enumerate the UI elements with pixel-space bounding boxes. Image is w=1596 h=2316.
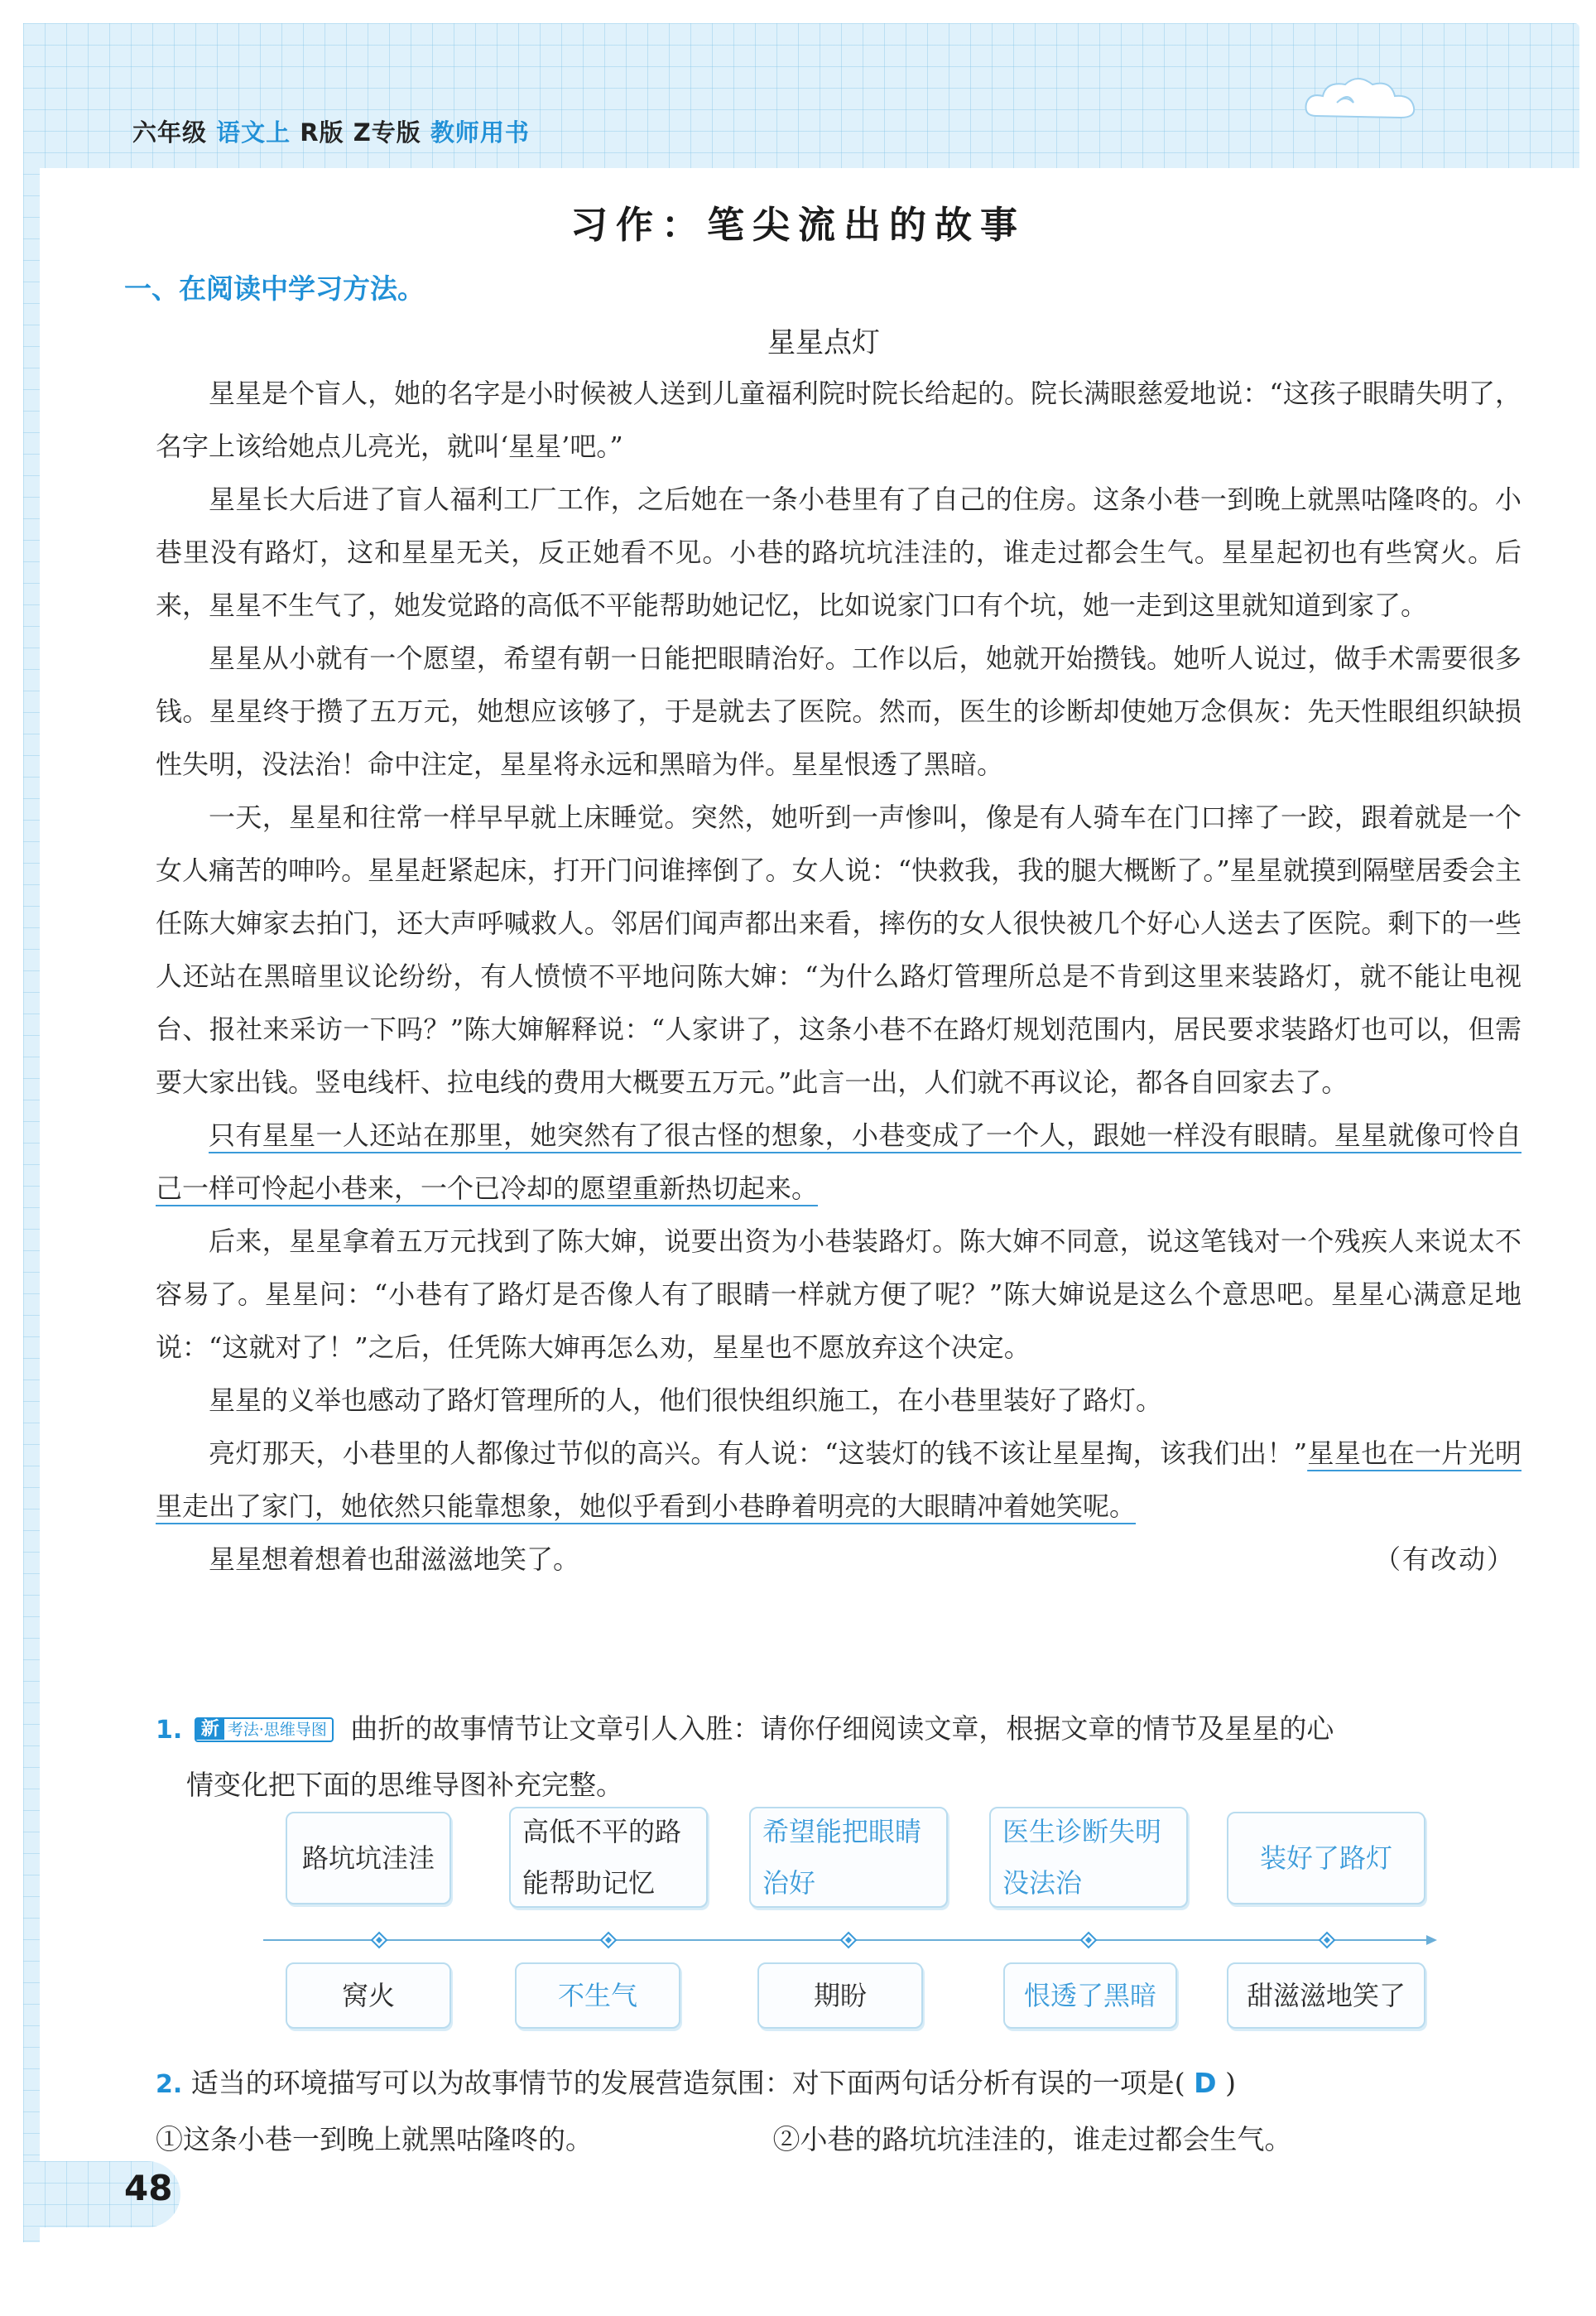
paragraph: 星星是个盲人，她的名字是小时候被人送到儿童福利院时院长给起的。院长满眼慈爱地说：“这孩子眼睛失明了，名字上该给她点儿亮光，就叫‘星星’吧。” [156,378,1521,462]
header-grade: 六年级 [132,118,208,147]
badge-new-label: 新 [196,1719,224,1740]
cloud-icon [1300,66,1424,132]
option-2: ②小巷的路坑坑洼洼的，谁走过都会生气。 [772,2123,1292,2155]
mood-box-2-answer: 不生气 [515,1962,680,2029]
new-question-badge [195,1717,334,1742]
header-edition: Z专版 [353,118,421,147]
paragraph: 星星长大后进了盲人福利工厂工作，之后她在一条小巷里有了自己的住房。这条小巷一到晚上就黑咕隆咚的。小巷里没有路灯，这和星星无关，反正她看不见。小巷的路坑坑洼洼的，谁走过都会生气。星星起初也有些窝火。后来，星星不生气了，她发觉路的高低不平能帮助她记忆，比如说家门口有个坑，她一走到这里就知道到家了。 [156,484,1521,621]
question-1-line1 [156,1702,1521,1758]
paragraph: 一天，星星和往常一样早早就上床睡觉。突然，她听到一声惨叫，像是有人骑车在门口摔了一跤，跟着就是一个女人痛苦的呻吟。星星赶紧起床，打开门问谁摔倒了。女人说：“快救我，我的腿大概断了。”星星就摸到隔壁居委会主任陈大婶家去拍门，还大声呼喊救人。邻居们闻声都出来看，摔伤的女人很快被几个好心人送去了医院。剩下的一些人还站在黑暗里议论纷纷，有人愤愤不平地问陈大婶：“为什么路灯管理所总是不肯到这里来装路灯，就不能让电视台、报社来采访一下吗？”陈大婶解释说：“人家讲了，这条小巷不在路灯规划范围内，居民要求装路灯也可以，但需要大家出钱。竖电线杆、拉电线的费用大概要五万元。”此言一出，人们就不再议论，都各自回家去了。 [156,802,1521,1098]
paragraph-text: 星星想着想着也甜滋滋地笑了。 [209,1543,580,1575]
timeline-arrow [263,1928,1439,1952]
page-title: 习作：笔尖流出的故事 [570,203,1026,247]
badge-label: 考法·思维导图 [227,1721,327,1739]
plot-box-1: 路坑坑洼洼 [286,1812,451,1904]
story-body [156,367,1521,1586]
source-note: （有改动） [1373,1543,1515,1575]
paragraph-text: 亮灯那天，小巷里的人都像过节似的高兴。有人说：“这装灯的钱不该让星星掏，该我们出！” [209,1437,1308,1469]
option-1: ①这条小巷一到晚上就黑咕隆咚的。 [156,2123,593,2155]
question-number: 1. [156,1716,183,1745]
plot-box-2: 高低不平的路能帮助记忆 [509,1807,708,1908]
paragraph: 后来，星星拿着五万元找到了陈大婶，说要出资为小巷装路灯。陈大婶不同意，说这笔钱对一个残疾人来说太不容易了。星星问：“小巷有了路灯是否像人有了眼睛一样就方便了呢？”陈大婶说是这么个意思吧。星星心满意足地说：“这就对了！”之后，任凭陈大婶再怎么劝，星星也不愿放弃这个决定。 [156,1225,1521,1363]
plot-box-4-answer: 医生诊断失明没法治 [989,1807,1188,1908]
close-paren: ) [1225,2067,1236,2099]
header-subject: 语文上 [216,118,291,147]
mood-box-5: 甜滋滋地笑了 [1227,1962,1425,2029]
paragraph: 星星的义举也感动了路灯管理所的人，他们很快组织施工，在小巷里装好了路灯。 [209,1384,1163,1416]
section-heading: 一、在阅读中学习方法。 [124,272,425,305]
book-header [132,114,530,148]
page-number: 48 [124,2168,173,2208]
question-text: 曲折的故事情节让文章引人入胜：请你仔细阅读文章，根据文章的情节及星星的心 [350,1712,1334,1745]
plot-box-5-answer: 装好了路灯 [1227,1812,1425,1904]
underlined-text: 只有星星一人还站在那里，她突然有了很古怪的想象，小巷变成了一个人，跟她一样没有眼睛。星星就像可怜自己一样可怜起小巷来，一个已冷却的愿望重新热切起来。 [156,1119,1521,1204]
mood-box-4-answer: 恨透了黑暗 [1003,1962,1177,2029]
paragraph: 星星从小就有一个愿望，希望有朝一日能把眼睛治好。工作以后，她就开始攒钱。她听人说过，做手术需要很多钱。星星终于攒了五万元，她想应该够了，于是就去了医院。然而，医生的诊断却使她万念俱灰：先天性眼组织缺损性失明，没法治！命中注定，星星将永远和黑暗为伴。星星恨透了黑暗。 [156,643,1521,780]
underlined-text: 星星也在一片光明里走出了家门，她依然只能靠想象，她似乎看到小巷睁着明亮的大眼睛冲着她笑呢。 [156,1437,1521,1522]
question-2-stem [156,2056,1521,2112]
question-2 [156,2056,1521,2167]
answer-letter: D [1194,2067,1217,2099]
paragraph [156,1427,1521,1533]
header-version: R版 [300,118,344,147]
header-book: 教师用书 [430,118,530,147]
question-1-line2: 情变化把下面的思维导图补充完整。 [186,1769,623,1801]
mood-box-1: 窝火 [286,1962,451,2029]
mood-box-3: 期盼 [757,1962,923,2029]
question-text: 适当的环境描写可以为故事情节的发展营造氛围：对下面两句话分析有误的一项是( [190,2067,1185,2099]
paragraph [156,1533,1521,1586]
question-2-options [156,2112,1521,2167]
story-title: 星星点灯 [767,326,880,359]
question-number: 2. [156,2070,183,2099]
plot-box-3-answer: 希望能把眼睛治好 [749,1807,948,1908]
paragraph-underlined [156,1109,1521,1215]
question-1 [156,1702,1521,1813]
